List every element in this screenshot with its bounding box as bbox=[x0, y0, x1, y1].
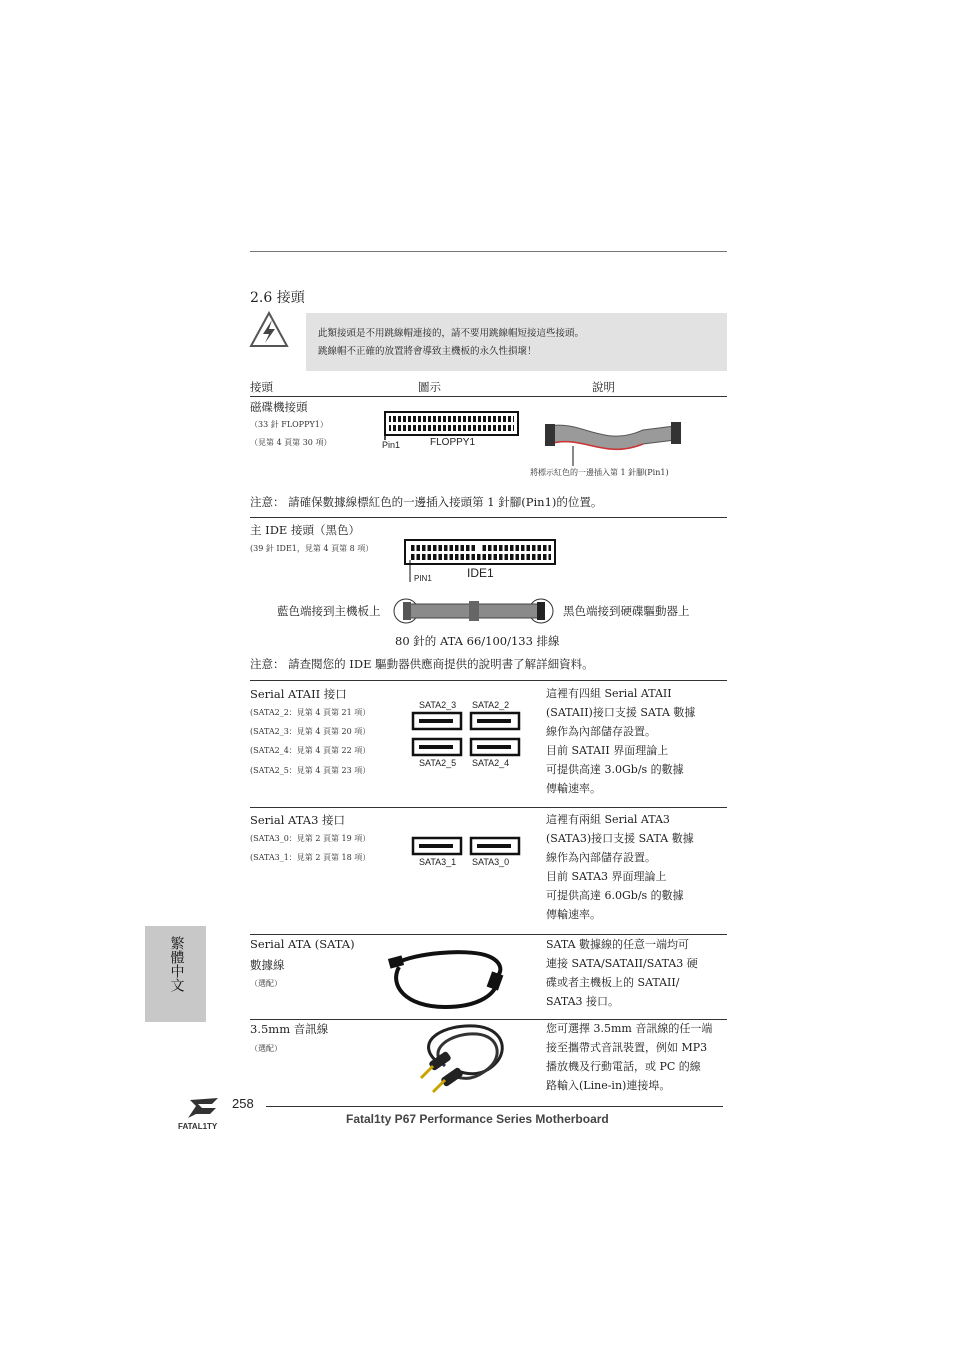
ide-black-end: 黑色端接到硬碟驅動器上 bbox=[563, 604, 690, 618]
sata2-name: Serial ATAII 接口 bbox=[250, 687, 347, 701]
audio-cable-image bbox=[405, 1020, 515, 1095]
sata2-ref-4: (SATA2_5：見第 4 頁第 23 項） bbox=[250, 766, 371, 775]
ide-note: 注意： 請查閱您的 IDE 驅動器供應商提供的說明書了解詳細資料。 bbox=[250, 657, 594, 671]
floppy-cable-image bbox=[543, 418, 683, 468]
sata2-label-3: SATA2_3 bbox=[419, 700, 457, 710]
sata2-ref-2: (SATA2_3：見第 4 頁第 20 項） bbox=[250, 727, 371, 736]
sata3-desc-line: 可提供高達 6.0Gb/s 的數據 bbox=[546, 889, 684, 902]
sata-cable-desc-line: 連接 SATA/SATAII/SATA3 硬 bbox=[546, 957, 698, 970]
ide-cable-caption: 80 針的 ATA 66/100/133 排線 bbox=[395, 634, 560, 648]
floppy-name: 磁碟機接頭 bbox=[250, 400, 308, 414]
sata3-desc-line: 傳輸速率。 bbox=[546, 908, 601, 921]
sata3-name: Serial ATA3 接口 bbox=[250, 813, 346, 827]
sata3-desc-line: 線作為內部儲存設置。 bbox=[546, 851, 656, 864]
floppy-ref: （見第 4 頁第 30 項） bbox=[250, 438, 332, 447]
sata2-label-4: SATA2_4 bbox=[472, 758, 510, 768]
sata-cable-name-2: 數據線 bbox=[250, 958, 285, 972]
side-tab-label: 繁體中文 bbox=[168, 936, 185, 992]
sata2-desc-line: 可提供高達 3.0Gb/s 的數據 bbox=[546, 763, 684, 776]
top-rule bbox=[250, 251, 727, 252]
floppy-label: FLOPPY1 bbox=[430, 437, 476, 448]
ide-label: IDE1 bbox=[467, 566, 494, 580]
floppy-cable-caption: 將標示紅色的一邊插入第 1 針腳(Pin1) bbox=[530, 468, 669, 477]
ide-blue-end: 藍色端接到主機板上 bbox=[277, 604, 381, 618]
sata2-desc-line: 線作為內部儲存設置。 bbox=[546, 725, 656, 738]
sata3-desc-line: (SATA3)接口支援 SATA 數據 bbox=[546, 832, 694, 845]
sata2-label-5: SATA2_5 bbox=[419, 758, 457, 768]
fatal1ty-logo-icon bbox=[178, 1096, 232, 1132]
sata3-desc-line: 這裡有兩組 Serial ATA3 bbox=[546, 813, 670, 826]
sata3-ref-1: (SATA3_0：見第 2 頁第 19 項） bbox=[250, 834, 371, 843]
page-number: 258 bbox=[232, 1096, 254, 1111]
sata2-description bbox=[546, 684, 695, 798]
audio-cable-desc-line: 路輸入(Line-in)連接埠。 bbox=[546, 1079, 671, 1092]
sata2-rule bbox=[250, 807, 727, 808]
sata2-ref-1: (SATA2_2：見第 4 頁第 21 項） bbox=[250, 708, 371, 717]
sata3-label-1: SATA3_1 bbox=[419, 857, 457, 867]
sata-cable-desc-line: SATA3 接口。 bbox=[546, 995, 620, 1008]
audio-cable-optional: （選配） bbox=[250, 1044, 282, 1053]
ide-cable-image bbox=[393, 597, 555, 627]
logo-text: FATAL1TY bbox=[178, 1122, 218, 1131]
audio-cable-description bbox=[546, 1019, 712, 1095]
section-title: 2.6 接頭 bbox=[250, 290, 305, 306]
warning-icon bbox=[248, 310, 290, 350]
sata2-desc-line: 這裡有四組 Serial ATAII bbox=[546, 687, 672, 700]
sata2-ports-diagram bbox=[411, 711, 523, 759]
audio-cable-desc-line: 播放機及行動電話，或 PC 的線 bbox=[546, 1060, 701, 1073]
audio-cable-desc-line: 接至攜帶式音訊裝置，例如 MP3 bbox=[546, 1041, 708, 1054]
sata3-desc-line: 目前 SATA3 界面理論上 bbox=[546, 870, 667, 883]
footer-title: Fatal1ty P67 Performance Series Motherboard bbox=[346, 1112, 609, 1126]
sata3-ref-2: (SATA3_1：見第 2 頁第 18 項） bbox=[250, 853, 371, 862]
language-side-tab bbox=[145, 926, 206, 1022]
warning-line-2: 跳線帽不正確的放置將會導致主機板的永久性損壞！ bbox=[318, 346, 537, 357]
floppy-pin1-label: Pin1 bbox=[382, 440, 401, 450]
warning-box bbox=[306, 313, 727, 371]
audio-cable-name: 3.5mm 音訊線 bbox=[250, 1022, 329, 1036]
warning-line-1: 此類接頭是不用跳線帽連接的，請不要用跳線帽短接這些接頭。 bbox=[318, 328, 585, 339]
sata3-description bbox=[546, 810, 694, 924]
footer-rule bbox=[266, 1106, 723, 1107]
sata3-label-0: SATA3_0 bbox=[472, 857, 510, 867]
sata-cable-description bbox=[546, 935, 698, 1011]
header-diagram: 圖示 bbox=[418, 380, 441, 394]
sata2-ref-3: (SATA2_4：見第 4 頁第 22 項） bbox=[250, 746, 371, 755]
ide-pin1-label: PIN1 bbox=[414, 574, 432, 583]
sata3-ports-diagram bbox=[411, 836, 523, 858]
ide-ref: (39 針 IDE1，見第 4 頁第 8 項） bbox=[250, 544, 374, 553]
ide-rule bbox=[250, 680, 727, 681]
header-rule bbox=[250, 396, 727, 397]
ide-name: 主 IDE 接頭（黑色） bbox=[250, 523, 360, 537]
sata-cable-desc-line: 碟或者主機板上的 SATAII/ bbox=[546, 976, 680, 989]
sata2-desc-line: 目前 SATAII 界面理論上 bbox=[546, 744, 669, 757]
sata-cable-name-1: Serial ATA (SATA) bbox=[250, 937, 355, 951]
sata2-desc-line: (SATAII)接口支援 SATA 數據 bbox=[546, 706, 696, 719]
header-connector: 接頭 bbox=[250, 380, 273, 394]
floppy-note: 注意： 請確保數據線標紅色的一邊插入接頭第 1 針腳(Pin1)的位置。 bbox=[250, 495, 603, 509]
sata2-label-2: SATA2_2 bbox=[472, 700, 510, 710]
sata-cable-desc-line: SATA 數據線的任意一端均可 bbox=[546, 938, 690, 951]
header-description: 說明 bbox=[592, 380, 615, 394]
sata-cable-optional: （選配） bbox=[250, 979, 282, 988]
floppy-pins: （33 針 FLOPPY1） bbox=[250, 420, 328, 429]
sata2-desc-line: 傳輸速率。 bbox=[546, 782, 601, 795]
sata-cable-image bbox=[385, 945, 520, 1013]
audio-cable-desc-line: 您可選擇 3.5mm 音訊線的任一端 bbox=[546, 1022, 713, 1035]
floppy-rule bbox=[250, 517, 727, 518]
